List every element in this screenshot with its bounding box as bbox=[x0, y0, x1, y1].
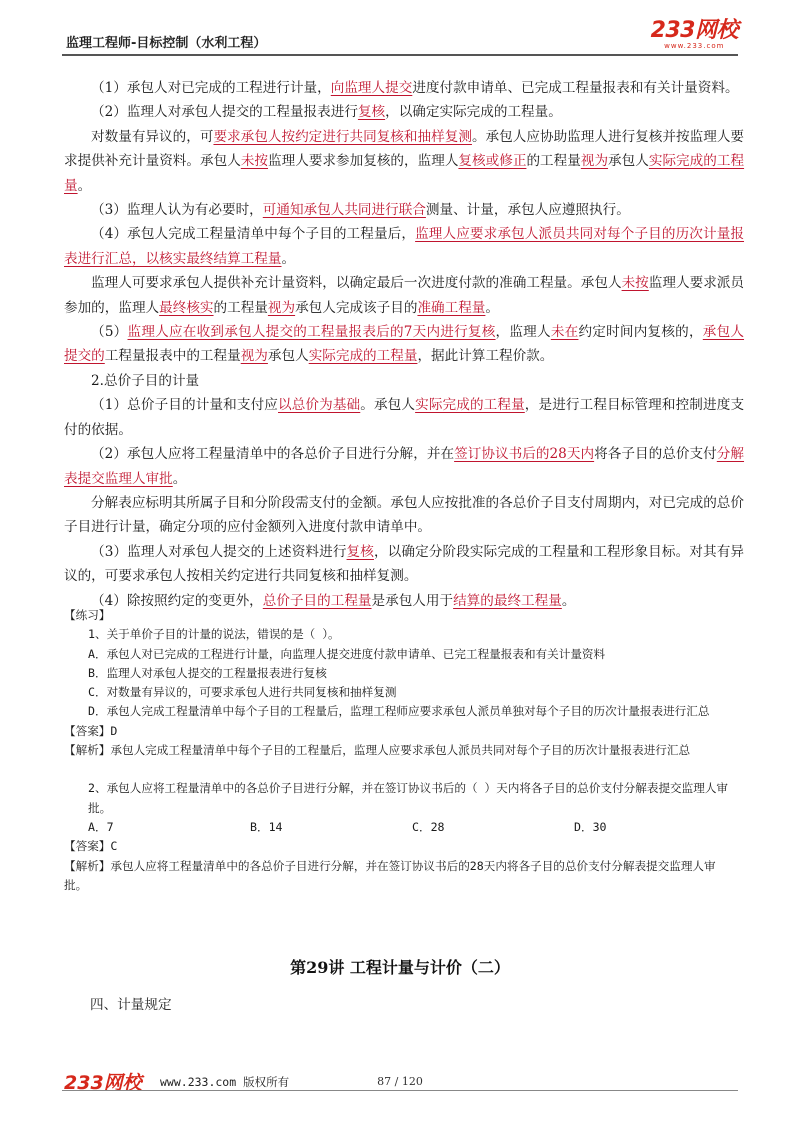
logo-text: 233网校 bbox=[650, 18, 738, 43]
highlighted-keyword: 结算的最终工程量 bbox=[453, 592, 562, 609]
highlighted-keyword: 视为 bbox=[267, 299, 296, 316]
body-paragraph bbox=[64, 198, 744, 222]
body-paragraph bbox=[64, 76, 744, 100]
highlighted-keyword: 总价子目的工程量 bbox=[262, 592, 372, 609]
header-divider bbox=[62, 54, 738, 56]
paragraph-text: 的工程量 bbox=[526, 153, 581, 170]
q1-answer: 【答案】D bbox=[64, 723, 118, 738]
paragraph-text: ，以确定实际完成的工程量。 bbox=[385, 104, 562, 121]
paragraph-text: 进度付款申请单、已完成工程量报表和有关计量资料。 bbox=[412, 80, 739, 96]
page-number: 87 / 120 bbox=[377, 1075, 423, 1088]
paragraph-text: （2）监理人对承包人提交的工程量报表进行 bbox=[91, 104, 358, 121]
highlighted-keyword: 以总价为基础 bbox=[278, 397, 361, 414]
paragraph-text: 。 bbox=[281, 250, 296, 267]
paragraph-text: 的工程量 bbox=[213, 299, 268, 316]
highlighted-keyword: 实际完成的工程量 bbox=[64, 153, 745, 194]
q1-option-a: A．承包人对已完成的工程进行计量，向监理人提交进度付款申请单、已完工程量报表和有关计量资料 bbox=[88, 646, 606, 661]
highlighted-keyword: 视为 bbox=[240, 348, 268, 365]
highlighted-keyword: 签订协议书后的28天内 bbox=[454, 446, 595, 463]
body-paragraph bbox=[64, 222, 744, 271]
highlighted-keyword: 未按 bbox=[240, 153, 269, 170]
body-paragraph bbox=[64, 393, 744, 442]
q1-option-d: D．承包人完成工程量清单中每个子目的工程量后，监理工程师应要求承包人派员单独对每个子目的历次计量报表进行汇总 bbox=[88, 704, 710, 719]
question-1: 1、关于单价子目的计量的说法，错误的是（ ）。 bbox=[88, 627, 340, 642]
highlighted-keyword: 未按 bbox=[621, 275, 649, 292]
paragraph-text: （2）承包人应将工程量清单中的各总价子目进行分解，并在 bbox=[91, 446, 455, 463]
highlighted-keyword: 复核 bbox=[346, 543, 374, 560]
paragraph-text: 。 bbox=[172, 470, 187, 487]
highlighted-keyword: 实际完成的工程量 bbox=[308, 348, 418, 365]
body-paragraph bbox=[64, 491, 744, 540]
paragraph-text: 测量、计量，承包人应遵照执行。 bbox=[425, 202, 630, 219]
q2-option-b: B．14 bbox=[250, 819, 283, 834]
q1-option-b: B．监理人对承包人提交的工程量报表进行复核 bbox=[88, 665, 327, 680]
highlighted-keyword: 承包人提交的 bbox=[64, 324, 745, 365]
paragraph-text: 监理人要求派员参加的，监理人 bbox=[64, 275, 745, 316]
paragraph-text: （4）承包人完成工程量清单中每个子目的工程量后， bbox=[91, 226, 416, 243]
highlighted-keyword: 向监理人提交 bbox=[330, 80, 413, 96]
paragraph-text: （1）承包人对已完成的工程进行计量， bbox=[91, 80, 331, 96]
body-paragraph bbox=[64, 125, 744, 198]
highlighted-keyword: 视为 bbox=[580, 153, 609, 170]
paragraph-text: 工程量报表中的工程量 bbox=[104, 348, 241, 365]
paragraph-text: （3）监理人认为有必要时， bbox=[91, 202, 263, 219]
paragraph-text: 对数量有异议的，可 bbox=[91, 128, 214, 145]
paragraph-text: 约定时间内复核的， bbox=[578, 324, 703, 341]
section-title: 四、计量规定 bbox=[90, 997, 172, 1013]
paragraph-text: 。 bbox=[561, 592, 576, 609]
paragraph-text: ，以确定分阶段实际完成的工程量和工程形象目标。对其有异议的，可要求承包人按相关约定进行共同复核和抽样复测。 bbox=[64, 543, 745, 585]
paragraph-text: 是承包人用于 bbox=[371, 592, 454, 609]
paragraph-text: （4）除按照约定的变更外， bbox=[91, 592, 263, 609]
q2-answer: 【答案】C bbox=[64, 839, 118, 854]
page-header bbox=[62, 18, 738, 58]
q2-analysis: 【解析】承包人应将工程量清单中的各总价子目进行分解，并在签订协议书后的28天内将各子目的总价支付分解表提交监理人审批。 bbox=[64, 858, 716, 892]
body-paragraph bbox=[64, 540, 744, 589]
paragraph-text: 监理人可要求承包人提供补充计量资料，以确定最后一次进度付款的准确工程量。承包人 bbox=[91, 275, 622, 292]
body-paragraph bbox=[64, 442, 744, 491]
body-paragraph bbox=[64, 369, 744, 393]
highlighted-keyword: 复核 bbox=[357, 104, 386, 121]
highlighted-keyword: 实际完成的工程量 bbox=[415, 397, 525, 414]
body-paragraph bbox=[64, 271, 744, 320]
paragraph-text: ，是进行工程目标管理和控制进度支付的依据。 bbox=[64, 397, 745, 438]
footer-divider bbox=[62, 1090, 738, 1091]
paragraph-text: 分解表应标明其所属子目和分阶段需支付的金额。承包人应按批准的各总价子目支付周期内，对已完成的总价子目进行计量，确定分项的应付金额列入进度付款申请单中。 bbox=[64, 494, 744, 536]
paragraph-text: ，监理人 bbox=[495, 324, 551, 341]
q1-analysis: 【解析】承包人完成工程量清单中每个子目的工程量后，监理人应要求承包人派员共同对每个子目的历次计量报表进行汇总 bbox=[64, 743, 691, 758]
footer-copyright: www.233.com 版权所有 bbox=[160, 1075, 290, 1089]
highlighted-keyword: 要求承包人按约定进行共同复核和抽样复测 bbox=[213, 128, 472, 145]
highlighted-keyword: 准确工程量 bbox=[417, 299, 486, 316]
q2-option-c: C．28 bbox=[412, 819, 445, 834]
highlighted-keyword: 复核或修正 bbox=[458, 153, 527, 170]
q2-option-d: D．30 bbox=[574, 819, 607, 834]
q1-option-c: C．对数量有异议的，可要求承包人进行共同复核和抽样复测 bbox=[88, 685, 397, 700]
paragraph-text: （3）监理人对承包人提交的上述资料进行 bbox=[91, 543, 347, 560]
paragraph-text: ，据此计算工程价款。 bbox=[417, 348, 554, 365]
highlighted-keyword: 未在 bbox=[550, 324, 579, 341]
q2-option-a: A．7 bbox=[88, 819, 114, 834]
paragraph-text: 承包人 bbox=[608, 153, 649, 170]
exercise-section bbox=[64, 606, 738, 895]
paragraph-text: （1）总价子目的计量和支付应 bbox=[91, 397, 278, 414]
highlighted-keyword: 最终核实 bbox=[159, 299, 214, 316]
highlighted-keyword: 可通知承包人共同进行联合 bbox=[262, 202, 426, 219]
paragraph-text: 承包人 bbox=[267, 348, 309, 365]
lecture-title: 第29讲 工程计量与计价（二） bbox=[290, 958, 510, 977]
logo-url: www.233.com bbox=[664, 42, 725, 50]
question-2: 2、承包人应将工程量清单中的各总价子目进行分解，并在签订协议书后的（ ）天内将各子目的总价支付分解表提交监理人审批。 bbox=[88, 781, 729, 815]
paragraph-text: 。承包人 bbox=[360, 397, 416, 414]
brand-logo bbox=[651, 20, 738, 50]
highlighted-keyword: 分解表提交监理人审批 bbox=[64, 446, 745, 487]
paragraph-text: 。 bbox=[77, 177, 92, 194]
exercise-heading: 【练习】 bbox=[64, 608, 111, 622]
paragraph-text: （5） bbox=[91, 324, 128, 341]
main-content bbox=[64, 76, 744, 613]
q2-options bbox=[88, 818, 738, 837]
footer-logo: 233网校 bbox=[64, 1072, 142, 1094]
paragraph-text: 。承包人应协助监理人进行复核并按监理人要求提供补充计量资料。承包人 bbox=[64, 128, 745, 170]
highlighted-keyword: 监理人应在收到承包人提交的工程量报表后的7天内进行复核 bbox=[127, 324, 496, 341]
paragraph-text: 2.总价子目的计量 bbox=[91, 372, 200, 389]
paragraph-text: 监理人要求参加复核的，监理人 bbox=[268, 153, 459, 170]
paragraph-text: 承包人完成该子目的 bbox=[295, 299, 418, 316]
paragraph-text: 将各子目的总价支付 bbox=[594, 446, 717, 463]
body-paragraph bbox=[64, 100, 744, 124]
highlighted-keyword: 监理人应要求承包人派员共同对每个子目的历次计量报表进行汇总，以核实最终结算工程量 bbox=[64, 226, 745, 267]
header-title: 监理工程师-目标控制（水利工程） bbox=[66, 36, 267, 51]
body-paragraph bbox=[64, 320, 744, 369]
paragraph-text: 。 bbox=[485, 299, 499, 316]
